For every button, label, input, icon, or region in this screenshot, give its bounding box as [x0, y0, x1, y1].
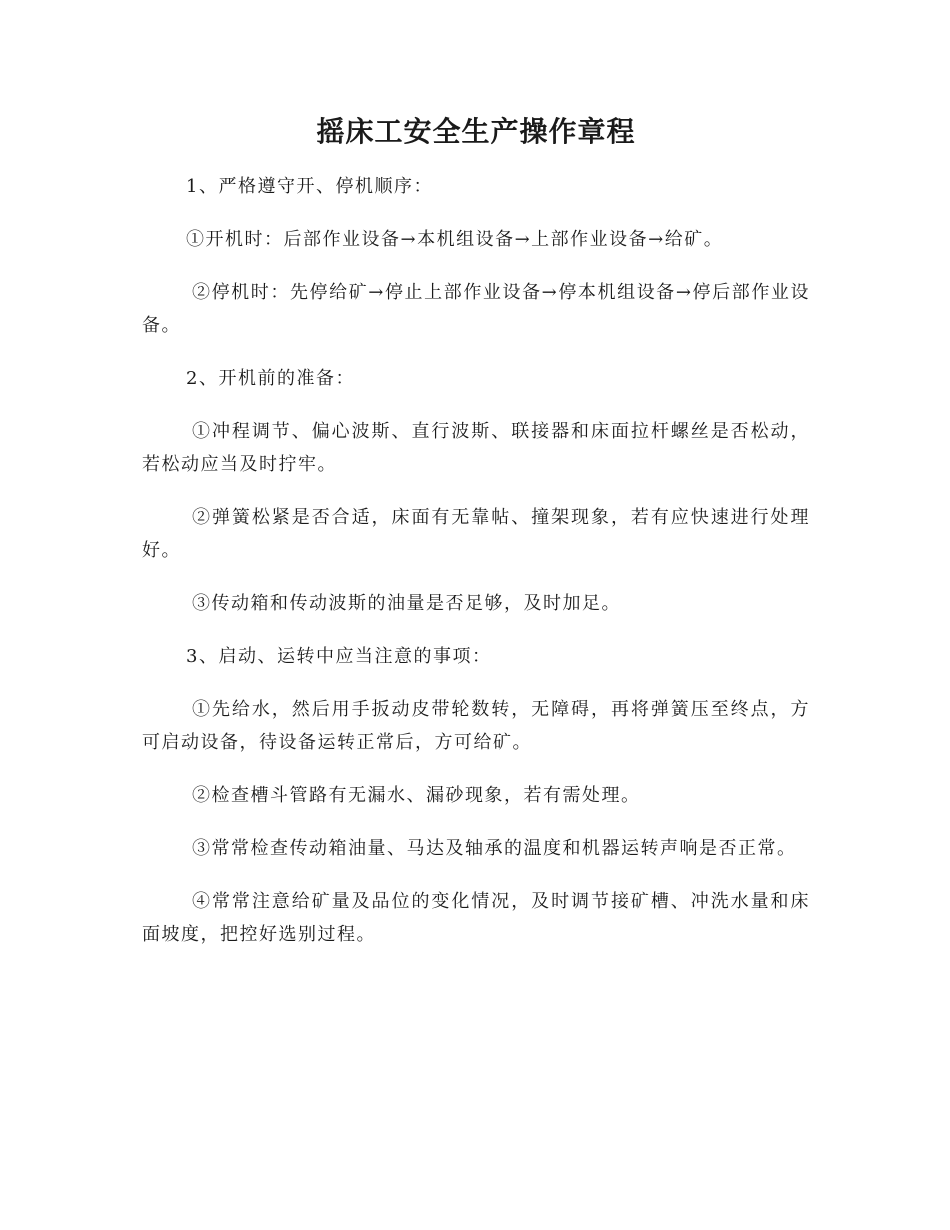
paragraph-startup-order: ①开机时：后部作业设备→本机组设备→上部作业设备→给矿。: [186, 229, 724, 250]
paragraph-run-2: ②检查槽斗管路有无漏水、漏砂现象，若有需处理。: [192, 785, 641, 806]
document-title: 摇床工安全生产操作章程: [316, 115, 636, 148]
paragraph-prep-3: ③传动箱和传动波斯的油量是否足够，及时加足。: [192, 593, 621, 614]
section-heading-2: 2、开机前的准备：: [186, 368, 355, 389]
paragraph-prep-1: ①冲程调节、偏心波斯、直行波斯、联接器和床面拉杆螺丝是否松动，若松动应当及时拧牢。: [142, 421, 810, 475]
section-heading-3: 3、启动、运转中应当注意的事项：: [186, 646, 492, 667]
paragraph-run-3: ③常常检查传动箱油量、马达及轴承的温度和机器运转声响是否正常。: [192, 838, 797, 859]
paragraph-run-1: ①先给水，然后用手扳动皮带轮数转，无障碍，再将弹簧压至终点，方可启动设备，待设备运转正常后，方可给矿。: [142, 699, 810, 753]
paragraph-shutdown-order: ②停机时：先停给矿→停止上部作业设备→停本机组设备→停后部作业设备。: [142, 282, 810, 336]
paragraph-run-4: ④常常注意给矿量及品位的变化情况，及时调节接矿槽、冲洗水量和床面坡度，把控好选别过程。: [142, 891, 810, 945]
document-body: [142, 170, 810, 971]
section-heading-1: 1、严格遵守开、停机顺序：: [186, 176, 433, 197]
paragraph-prep-2: ②弹簧松紧是否合适，床面有无靠帖、撞架现象，若有应快速进行处理好。: [142, 507, 810, 561]
